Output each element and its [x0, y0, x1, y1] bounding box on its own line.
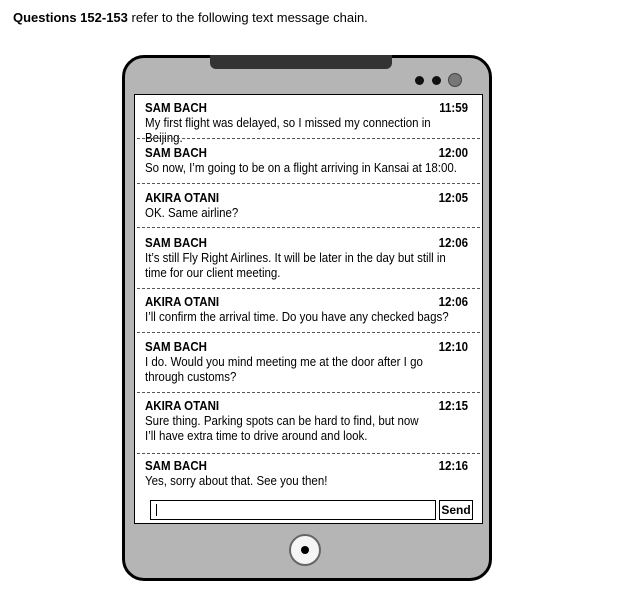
message-time: 12:06	[438, 236, 469, 250]
message-text: I’ll confirm the arrival time. Do you have any checked bags?	[145, 310, 449, 324]
message-sender: SAM BACH	[145, 101, 207, 115]
question-number: Questions 152-153	[13, 10, 128, 25]
message-text: Sure thing. Parking spots can be hard to find, but now	[145, 414, 419, 428]
message-sender: AKIRA OTANI	[145, 399, 220, 413]
message-divider	[137, 453, 480, 454]
message-item	[135, 146, 482, 176]
message-time: 12:05	[438, 191, 469, 205]
message-text: OK. Same airline?	[145, 206, 239, 220]
question-intro: refer to the following text message chain.	[127, 10, 368, 25]
question-header	[13, 9, 368, 27]
message-sender: AKIRA OTANI	[145, 191, 220, 205]
message-divider	[137, 227, 480, 228]
message-time: 12:00	[438, 146, 469, 160]
camera-icon	[448, 73, 462, 87]
message-text: through customs?	[145, 370, 237, 384]
message-sender: SAM BACH	[145, 459, 207, 473]
message-item	[135, 399, 482, 444]
message-text: It’s still Fly Right Airlines. It will be later in the day but still in	[145, 251, 446, 265]
message-divider	[137, 138, 480, 139]
text-caret	[156, 504, 157, 516]
message-item	[135, 101, 482, 146]
message-item	[135, 459, 482, 489]
message-divider	[137, 183, 480, 184]
message-text: time for our client meeting.	[145, 266, 281, 280]
speaker-bar	[210, 55, 392, 69]
message-input[interactable]	[150, 500, 436, 520]
message-text: Yes, sorry about that. See you then!	[145, 474, 328, 488]
sensor-dot-icon	[415, 76, 424, 85]
message-screen	[134, 94, 483, 524]
home-dot-icon	[301, 546, 309, 554]
sensor-dot-icon	[432, 76, 441, 85]
message-time: 12:10	[438, 340, 469, 354]
message-time: 11:59	[439, 101, 469, 115]
message-text: I do. Would you mind meeting me at the door after I go	[145, 355, 423, 369]
message-item	[135, 236, 482, 281]
message-text: My first flight was delayed, so I missed my connection in Beijing.	[145, 116, 431, 145]
message-time: 12:15	[438, 399, 469, 413]
message-item	[135, 295, 482, 325]
message-sender: SAM BACH	[145, 236, 207, 250]
send-button[interactable]: Send	[439, 500, 473, 520]
home-button[interactable]	[289, 534, 321, 566]
message-item	[135, 191, 482, 221]
message-time: 12:16	[438, 459, 469, 473]
message-item	[135, 340, 482, 385]
message-sender: SAM BACH	[145, 146, 207, 160]
message-time: 12:06	[438, 295, 469, 309]
message-text: So now, I’m going to be on a flight arriving in Kansai at 18:00.	[145, 161, 457, 175]
message-divider	[137, 332, 480, 333]
message-sender: AKIRA OTANI	[145, 295, 220, 309]
message-text: I’ll have extra time to drive around and look.	[145, 429, 368, 443]
message-divider	[137, 392, 480, 393]
message-sender: SAM BACH	[145, 340, 207, 354]
message-divider	[137, 288, 480, 289]
